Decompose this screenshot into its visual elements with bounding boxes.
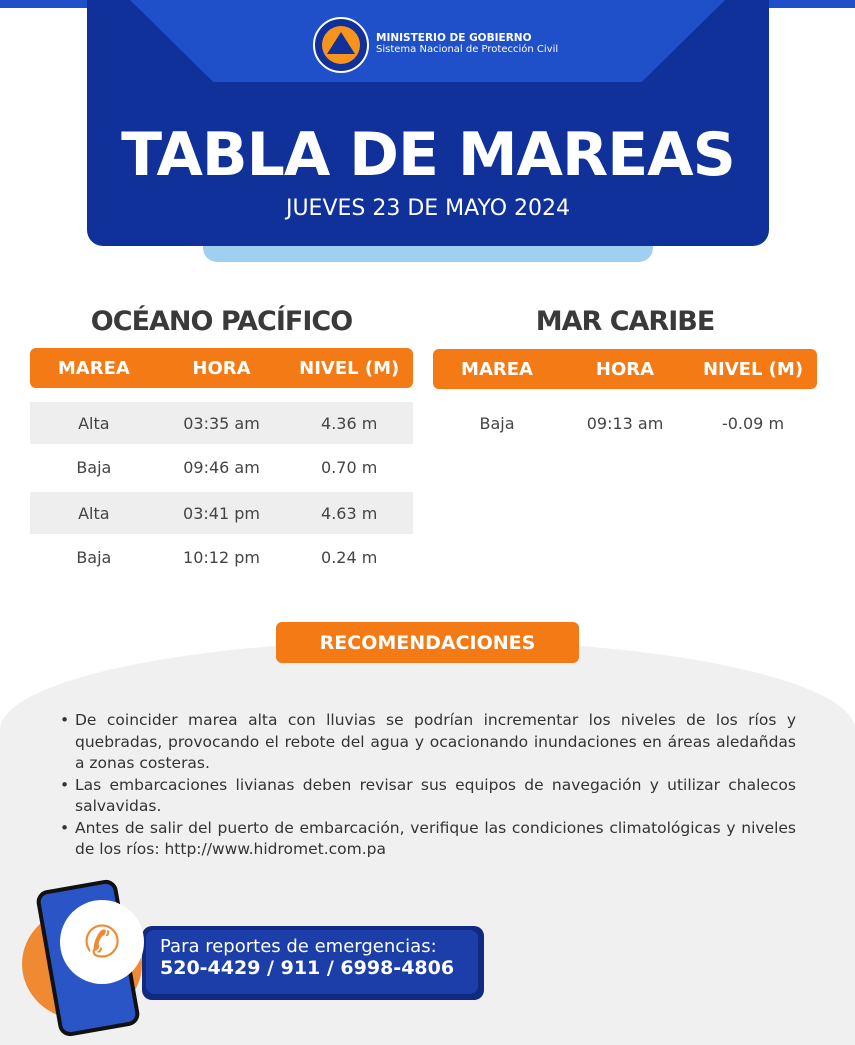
table-row (433, 402, 817, 444)
emergency-call-icon: ✆ (60, 900, 144, 984)
cell-marea: Baja (76, 457, 112, 477)
ministry-label (376, 32, 558, 55)
cell-marea: Alta (78, 413, 110, 433)
emergency-numbers: 520-4429 / 911 / 6998-4806 (160, 957, 455, 979)
recommendations-list (60, 710, 796, 861)
cell-nivel: -0.09 m (721, 413, 785, 433)
cell-hora: 09:13 am (586, 413, 664, 433)
col-marea: MAREA (461, 358, 533, 380)
col-nivel: NIVEL (M) (702, 358, 804, 380)
list-item: • De coincider marea alta con lluvias se podrían incrementar los niveles de los ríos y quebradas, provocando el rebote del agua y ocacionando inundaciones en áreas aledañdas a zonas costeras. (60, 710, 796, 775)
cell-marea: Baja (76, 547, 112, 567)
page-date: JUEVES 23 DE MAYO 2024 (285, 196, 571, 221)
pacific-table-header (30, 348, 413, 388)
civil-protection-logo (313, 17, 369, 73)
table-row (30, 446, 413, 488)
list-item: • Las embarcaciones livianas deben revisar sus equipos de navegación y utilizar chalecos salvavidas. (60, 775, 796, 818)
cell-marea: Alta (78, 503, 110, 523)
col-nivel: NIVEL (M) (299, 357, 400, 379)
cell-nivel: 4.63 m (321, 503, 378, 523)
cell-nivel: 0.70 m (321, 457, 378, 477)
emergency-contact-box (142, 926, 484, 1000)
cell-nivel: 4.36 m (321, 413, 378, 433)
table-row (30, 536, 413, 578)
col-marea: MAREA (57, 357, 130, 379)
recommendations-heading: RECOMENDACIONES (276, 622, 579, 663)
agency-name: Sistema Nacional de Protección Civil (376, 44, 559, 55)
cell-hora: 03:35 am (183, 413, 260, 433)
ministry-name: MINISTERIO DE GOBIERNO (376, 32, 532, 44)
cell-hora: 03:41 pm (183, 503, 260, 523)
triangle-icon (327, 32, 355, 54)
list-item: • Antes de salir del puerto de embarcación, verifique las condiciones climatológicas y niveles de los ríos: http://www.hidromet.com.pa (60, 818, 796, 861)
caribbean-table-header (433, 349, 817, 389)
table-row (30, 492, 413, 534)
cell-hora: 09:46 am (183, 457, 260, 477)
cell-marea: Baja (479, 413, 515, 433)
col-hora: HORA (192, 357, 251, 379)
emergency-label: Para reportes de emergencias: (160, 936, 437, 957)
cell-nivel: 0.24 m (321, 547, 378, 567)
page-title: TABLA DE MAREAS (121, 120, 735, 190)
caribbean-title: MAR CARIBE (535, 306, 715, 337)
cell-hora: 10:12 pm (183, 547, 260, 567)
table-row (30, 402, 413, 444)
col-hora: HORA (595, 358, 655, 380)
pacific-title: OCÉANO PACÍFICO (90, 306, 353, 337)
